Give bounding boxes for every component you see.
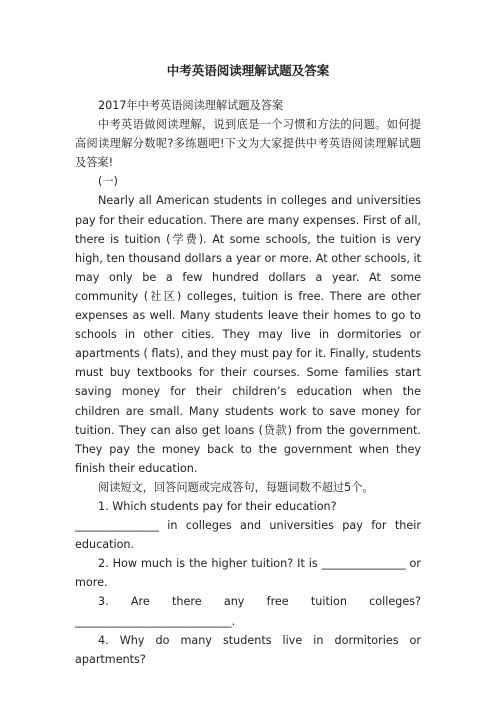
answer-line-1: _______________ in colleges and universities pay for their education. <box>75 519 421 552</box>
document-title: 中考英语阅读理解试题及答案 <box>166 63 330 78</box>
passage-paragraph: Nearly all American students in colleges and universities pay for their education. There are many expenses. First of all, there is tuition (学费). At some schools, the tuition is very high, ten thousand dollars a year or more. At other schools, it may only be a few hundred dollars a year. At some community (社区) colleges, tuition is free. There are other expenses as well. Many students leave their homes to go to schools in other cities. They may live in dormitories or apartments ( flats), and they must pay for it. Finally, students must buy textbooks for their courses. Some families start saving money for their children’s education when the children are small. Many students work to save money for tuition. They can also get loans (贷款) from the government. They pay the money back to the government when they finish their education. <box>75 194 421 475</box>
instructions: 阅读短文，回答问题或完成答句，每题词数不超过5个。 <box>98 480 374 494</box>
subtitle: 2017年中考英语阅读理解试题及答案 <box>98 99 284 112</box>
question-2: 2. How much is the higher tuition? It is _______________ or more. <box>75 557 421 590</box>
question-1: 1. Which students pay for their education? <box>98 499 337 513</box>
question-4: 4. Why do many students live in dormitories or apartments? <box>75 633 421 666</box>
intro-paragraph: 中考英语做阅读理解，说到底是一个习惯和方法的问题。如何提高阅读理解分数呢?多练题吧!下文为大家提供中考英语阅读理解试题及答案! <box>75 118 421 170</box>
question-3: 3. Are there any free tuition colleges?____________________________. <box>75 595 421 628</box>
section-label: (一) <box>98 175 118 189</box>
document-body <box>75 96 421 669</box>
